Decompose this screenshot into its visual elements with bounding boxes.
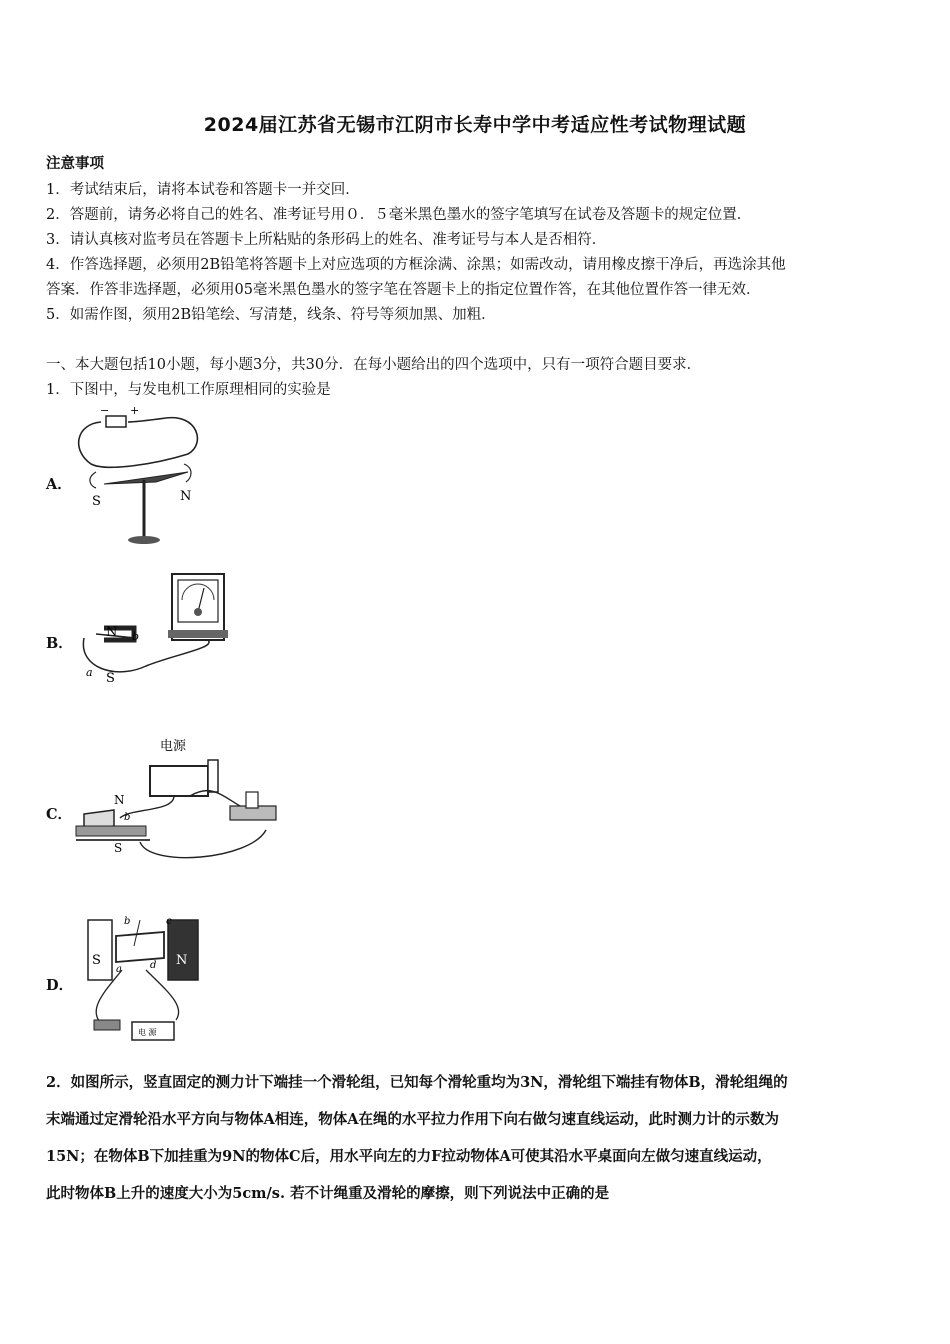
notice-item-5: 5．如需作图，须用2B铅笔绘、写清楚，线条、符号等须加黑、加粗． [46, 307, 496, 323]
option-a-label: A． [46, 476, 72, 493]
label-power: 电源 [160, 739, 187, 754]
label-d: d [150, 960, 157, 971]
label-s: S [106, 671, 115, 686]
notice-item-2: 2．答题前，请务必将自己的姓名、准考证号用０．５毫米黑色墨水的签字笔填写在试卷及答题卡的规定位置． [46, 207, 752, 223]
label-s: S [92, 494, 101, 509]
label-a: a [86, 666, 93, 679]
figure-d-motor [76, 910, 226, 1050]
section-heading: 一、本大题包括10小题，每小题3分，共30分．在每小题给出的四个选项中，只有一项符合题目要求． [46, 357, 702, 373]
label-b: b [124, 812, 131, 823]
label-n: N [114, 793, 125, 807]
label-s: S [114, 841, 123, 855]
label-plus: + [130, 404, 140, 417]
label-n: N [106, 625, 118, 640]
q2-line-4: 此时物体B上升的速度大小为5cm/s. 若不计绳重及滑轮的摩擦，则下列说法中正确的是 [46, 1185, 610, 1202]
figure-b-galvanometer [76, 568, 236, 698]
label-n: N [176, 953, 188, 968]
page-title: 2024届江苏省无锡市江阴市长寿中学中考适应性考试物理试题 [203, 114, 747, 136]
notice-item-4-cont: 答案．作答非选择题，必须用05毫米黑色墨水的签字笔在答题卡上的指定位置作答，在其他位置作答一律无效． [46, 282, 761, 298]
figure-c-power-magnet [70, 734, 290, 874]
option-d-label: D． [46, 977, 74, 994]
label-minus: − [100, 404, 110, 417]
label-n: N [180, 489, 192, 504]
label-b: b [132, 630, 140, 643]
label-c: c [166, 916, 172, 927]
label-a: a [116, 964, 122, 975]
figure-a-compass-wire [66, 402, 216, 552]
label-s: S [92, 953, 101, 968]
option-c-label: C． [46, 806, 73, 823]
q2-line-2: 末端通过定滑轮沿水平方向与物体A相连，物体A在绳的水平拉力作用下向右做匀速直线运动，此时测力计的示数为 [46, 1111, 779, 1128]
q2-line-1: 2．如图所示，竖直固定的测力计下端挂一个滑轮组，已知每个滑轮重均为3N，滑轮组下端挂有物体B，滑轮组绳的 [46, 1074, 788, 1091]
notice-item-4: 4．作答选择题，必须用2B铅笔将答题卡上对应选项的方框涂满、涂黑；如需改动，请用橡皮擦干净后，再选涂其他 [46, 257, 786, 273]
question-1-stem: 1．下图中，与发电机工作原理相同的实验是 [46, 382, 331, 398]
label-b: b [124, 916, 131, 927]
label-power: 电 源 [138, 1028, 157, 1037]
notice-heading: 注意事项 [46, 155, 104, 172]
option-b-label: B． [46, 635, 73, 652]
question-2-stem [46, 1064, 908, 1212]
notice-item-1: 1．考试结束后，请将本试卷和答题卡一并交回． [46, 182, 360, 198]
notice-item-3: 3．请认真核对监考员在答题卡上所粘贴的条形码上的姓名、准考证号与本人是否相符． [46, 232, 607, 248]
q2-line-3: 15N；在物体B下加挂重为9N的物体C后，用水平向左的力F拉动物体A可使其沿水平桌面向左做匀速直线运动， [46, 1148, 772, 1165]
